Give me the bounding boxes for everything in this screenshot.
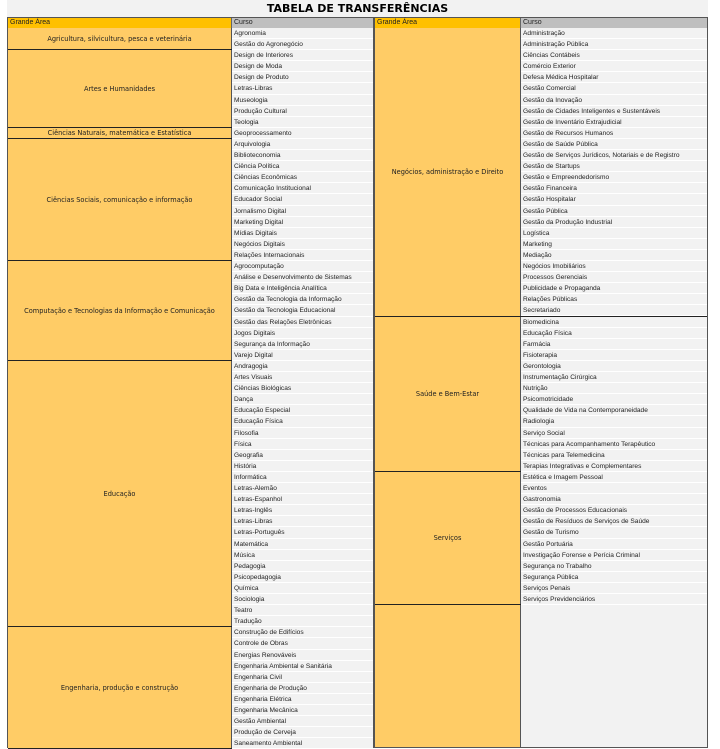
course-item: Andragogia xyxy=(232,361,373,372)
area-label: Negócios, administração e Direito xyxy=(375,28,521,316)
course-item: Jogos Digitais xyxy=(232,328,373,339)
course-item: Negócios Imobiliários xyxy=(521,261,707,272)
course-item: Gestão Pública xyxy=(521,206,707,217)
course-item: Ciência Política xyxy=(232,161,373,172)
transfer-table-right xyxy=(374,17,708,748)
course-list xyxy=(521,317,707,471)
course-list xyxy=(521,28,707,316)
course-list xyxy=(232,627,373,748)
course-item: Letras-Libras xyxy=(232,83,373,94)
course-item: Comércio Exterior xyxy=(521,61,707,72)
area-label: Computação e Tecnologias da Informação e Comunicação xyxy=(8,261,232,360)
course-item: Técnicas para Acompanhamento Terapêutico xyxy=(521,439,707,450)
course-item: Administração xyxy=(521,28,707,39)
course-item: Educação Especial xyxy=(232,405,373,416)
course-item: Varejo Digital xyxy=(232,350,373,361)
course-item: Gestão Financeira xyxy=(521,183,707,194)
empty-area-cell xyxy=(375,605,521,747)
course-item: Construção de Edifícios xyxy=(232,627,373,638)
course-item: Defesa Médica Hospitalar xyxy=(521,72,707,83)
course-item: Produção Cultural xyxy=(232,106,373,117)
course-item: Teatro xyxy=(232,605,373,616)
course-list xyxy=(232,28,373,49)
area-label: Serviços xyxy=(375,472,521,604)
course-item: Jornalismo Digital xyxy=(232,206,373,217)
course-item: Marketing xyxy=(521,239,707,250)
course-item: Filosofia xyxy=(232,428,373,439)
course-item: Engenharia Ambiental e Sanitária xyxy=(232,661,373,672)
course-item: Negócios Digitais xyxy=(232,239,373,250)
course-item: Design de Interiores xyxy=(232,50,373,61)
course-item: Farmácia xyxy=(521,339,707,350)
course-item: Geografia xyxy=(232,450,373,461)
course-item: Gestão de Serviços Jurídicos, Notariais e de Registro xyxy=(521,150,707,161)
course-item: Teologia xyxy=(232,117,373,128)
course-item: Pedagogia xyxy=(232,561,373,572)
area-label: Ciências Sociais, comunicação e informação xyxy=(8,139,232,260)
course-list xyxy=(521,472,707,604)
course-item: Gestão da Inovação xyxy=(521,95,707,106)
course-item: Ciências Econômicas xyxy=(232,172,373,183)
course-item: Agrocomputação xyxy=(232,261,373,272)
course-item: Relações Públicas xyxy=(521,294,707,305)
area-label: Educação xyxy=(8,361,232,626)
course-item: Psicopedagogia xyxy=(232,572,373,583)
course-item: Informática xyxy=(232,472,373,483)
course-item: Física xyxy=(232,439,373,450)
course-item: Letras-Libras xyxy=(232,516,373,527)
course-item: Gestão da Tecnologia da Informação xyxy=(232,294,373,305)
empty-course-cell xyxy=(521,605,707,747)
course-item: Fisioterapia xyxy=(521,350,707,361)
course-item: Geoprocessamento xyxy=(232,128,373,139)
course-item: Estética e Imagem Pessoal xyxy=(521,472,707,483)
area-label: Agricultura, silvicultura, pesca e veterinária xyxy=(8,28,232,49)
course-item: Gestão de Turismo xyxy=(521,527,707,538)
area-group xyxy=(8,627,373,749)
course-item: Eventos xyxy=(521,483,707,494)
course-item: Ciências Biológicas xyxy=(232,383,373,394)
course-item: Ciências Contábeis xyxy=(521,50,707,61)
course-item: Engenharia de Produção xyxy=(232,683,373,694)
area-group xyxy=(375,317,707,472)
course-item: Gestão Ambiental xyxy=(232,716,373,727)
course-item: Gestão da Produção Industrial xyxy=(521,217,707,228)
area-label: Artes e Humanidades xyxy=(8,50,232,127)
header-grande-area: Grande Área xyxy=(375,18,521,28)
course-item: Gestão de Inventário Extrajudicial xyxy=(521,117,707,128)
course-item: Qualidade de Vida na Contemporaneidade xyxy=(521,405,707,416)
course-item: Educação Física xyxy=(521,328,707,339)
course-item: Letras-Espanhol xyxy=(232,494,373,505)
transfer-table-left xyxy=(7,17,374,748)
course-item: Gestão Comercial xyxy=(521,83,707,94)
course-item: Investigação Forense e Perícia Criminal xyxy=(521,550,707,561)
course-item: Serviços Previdenciários xyxy=(521,594,707,605)
course-list xyxy=(232,128,373,138)
area-group xyxy=(8,361,373,627)
course-item: Gestão de Startups xyxy=(521,161,707,172)
course-item: Gestão do Agronegócio xyxy=(232,39,373,50)
course-item: Radiologia xyxy=(521,416,707,427)
area-group xyxy=(8,128,373,139)
course-list xyxy=(232,261,373,360)
course-item: Logística xyxy=(521,228,707,239)
area-group xyxy=(8,50,373,128)
course-item: Segurança da Informação xyxy=(232,339,373,350)
area-label: Engenharia, produção e construção xyxy=(8,627,232,748)
area-group xyxy=(8,261,373,361)
course-item: Terapias Integrativas e Complementares xyxy=(521,461,707,472)
course-item: Gestão e Empreendedorismo xyxy=(521,172,707,183)
course-item: Gestão de Saúde Pública xyxy=(521,139,707,150)
course-item: Nutrição xyxy=(521,383,707,394)
course-item: Processos Gerenciais xyxy=(521,272,707,283)
course-item: Tradução xyxy=(232,616,373,627)
course-item: Mídias Digitais xyxy=(232,228,373,239)
course-item: Psicomotricidade xyxy=(521,394,707,405)
course-item: Design de Produto xyxy=(232,72,373,83)
course-item: Museologia xyxy=(232,95,373,106)
course-item: Engenharia Civil xyxy=(232,672,373,683)
course-item: Educador Social xyxy=(232,194,373,205)
course-item: Gestão de Recursos Humanos xyxy=(521,128,707,139)
course-item: Instrumentação Cirúrgica xyxy=(521,372,707,383)
course-list xyxy=(232,50,373,127)
course-item: Matemática xyxy=(232,539,373,550)
course-item: Controle de Obras xyxy=(232,638,373,649)
course-item: Educação Física xyxy=(232,416,373,427)
area-label: Ciências Naturais, matemática e Estatística xyxy=(8,128,232,138)
course-item: Agronomia xyxy=(232,28,373,39)
course-item: Gestão de Cidades Inteligentes e Sustentáveis xyxy=(521,106,707,117)
header-curso: Curso xyxy=(521,18,707,28)
course-item: Gestão das Relações Eletrônicas xyxy=(232,317,373,328)
course-item: Química xyxy=(232,583,373,594)
course-item: Sociologia xyxy=(232,594,373,605)
course-item: Biomedicina xyxy=(521,317,707,328)
area-group xyxy=(8,28,373,50)
course-item: Administração Pública xyxy=(521,39,707,50)
course-item: Segurança Pública xyxy=(521,572,707,583)
header-grande-area: Grande Área xyxy=(8,18,232,28)
course-item: Gestão da Tecnologia Educacional xyxy=(232,305,373,316)
course-item: Gastronomia xyxy=(521,494,707,505)
course-item: Marketing Digital xyxy=(232,217,373,228)
course-item: Comunicação Institucional xyxy=(232,183,373,194)
course-item: Publicidade e Propaganda xyxy=(521,283,707,294)
page-title: TABELA DE TRANSFERÊNCIAS xyxy=(7,0,708,17)
course-item: Engenharia Elétrica xyxy=(232,694,373,705)
area-group xyxy=(375,472,707,605)
course-item: Produção de Cerveja xyxy=(232,727,373,738)
course-item: Segurança no Trabalho xyxy=(521,561,707,572)
course-list xyxy=(232,139,373,260)
course-item: Design de Moda xyxy=(232,61,373,72)
course-item: Engenharia Mecânica xyxy=(232,705,373,716)
course-item: Serviço Social xyxy=(521,428,707,439)
course-item: Gestão de Resíduos de Serviços de Saúde xyxy=(521,516,707,527)
course-item: Gestão de Processos Educacionais xyxy=(521,505,707,516)
course-item: Serviços Penais xyxy=(521,583,707,594)
course-item: Big Data e Inteligência Analítica xyxy=(232,283,373,294)
course-list xyxy=(232,361,373,626)
course-item: Dança xyxy=(232,394,373,405)
area-label: Saúde e Bem-Estar xyxy=(375,317,521,471)
course-item: Música xyxy=(232,550,373,561)
course-item: Artes Visuais xyxy=(232,372,373,383)
course-item: Relações Internacionais xyxy=(232,250,373,261)
course-item: Saneamento Ambiental xyxy=(232,738,373,749)
course-item: Análise e Desenvolvimento de Sistemas xyxy=(232,272,373,283)
course-item: Energias Renováveis xyxy=(232,650,373,661)
course-item: Gestão Hospitalar xyxy=(521,194,707,205)
course-item: História xyxy=(232,461,373,472)
course-item: Técnicas para Telemedicina xyxy=(521,450,707,461)
course-item: Mediação xyxy=(521,250,707,261)
course-item: Biblioteconomia xyxy=(232,150,373,161)
course-item: Arquivologia xyxy=(232,139,373,150)
header-curso: Curso xyxy=(232,18,373,28)
course-item: Letras-Português xyxy=(232,527,373,538)
course-item: Secretariado xyxy=(521,305,707,316)
area-group xyxy=(375,28,707,317)
course-item: Gerontologia xyxy=(521,361,707,372)
course-item: Letras-Inglês xyxy=(232,505,373,516)
course-item: Letras-Alemão xyxy=(232,483,373,494)
area-group xyxy=(8,139,373,261)
course-item: Gestão Portuária xyxy=(521,539,707,550)
